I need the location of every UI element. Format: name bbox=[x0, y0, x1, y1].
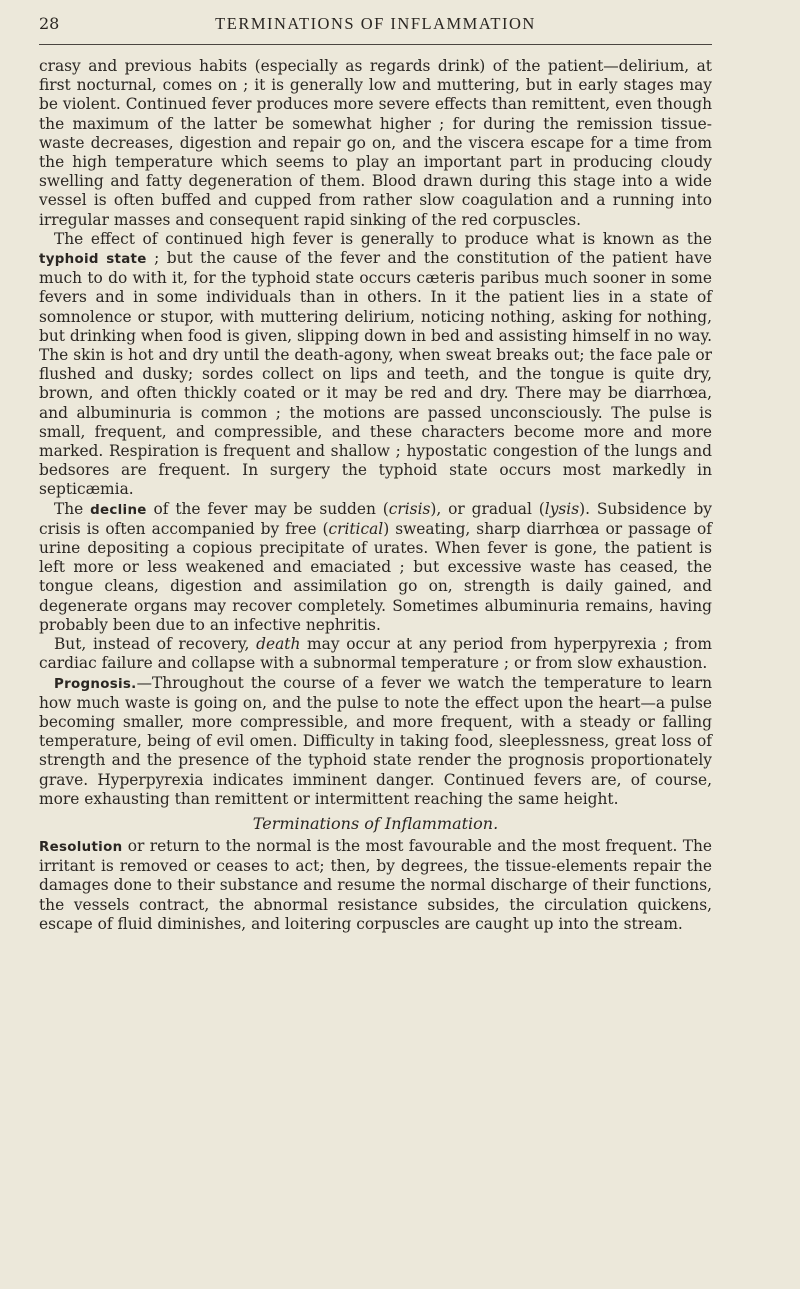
paragraph-text: The effect of continued high fever is generally to produce what is known as the bbox=[54, 229, 712, 248]
paragraph-text: ) sweating, sharp diarrhœa or passage of urine depositing a copious precipitate of urates. When fever is gone, the patient is left more or less weakened and emaciated ; but excessive waste has ceased, the tongue cleans, digestion and assimilation go on, strength is daily gained, and degenerate organs may recover completely. Sometimes albuminuria remains, having probably been due to an infective nephritis. bbox=[39, 519, 712, 634]
term-decline: decline bbox=[90, 502, 147, 518]
paragraph-text: The bbox=[54, 499, 91, 518]
paragraph-resolution bbox=[39, 837, 712, 934]
page-number: 28 bbox=[39, 14, 60, 33]
paragraph-text: ). Subsidence by crisis is often accompanied by free ( bbox=[39, 499, 713, 538]
paragraph-text: may occur at any period from hyperpyrexia ; from cardiac failure and collapse with a subnormal temperature ; or from slow exhaustion. bbox=[39, 635, 713, 673]
paragraph-text: of the fever may be sudden ( bbox=[146, 499, 389, 518]
term-crisis: crisis bbox=[388, 499, 431, 518]
running-head bbox=[39, 14, 712, 45]
paragraph-text: —Throughout the course of a fever we watch the temperature to learn how much waste is going on, and the pulse to note the effect upon the heart—a pulse becoming smaller, more compressible, and more frequent, with a steady or falling temperature, being of evil omen. Difficulty in taking food, sleeplessness, great loss of strength and the presence of the typhoid state render the prognosis proportionately grave. Hyperpyrexia indicates imminent danger. Continued fevers are, of course, more exhausting than remittent or intermittent reaching the same height. bbox=[39, 673, 712, 808]
term-resolution: Resolution bbox=[39, 839, 123, 855]
paragraph-text: or return to the normal is the most favourable and the most frequent. The irritant is removed or ceases to act; then, by degrees, the tissue-elements repair the damages done to their substance and resume the normal discharge of their functions, the vessels contract, the abnormal resistance subsides, the circulation quickens, escape of fluid diminishes, and loitering corpuscles are caught up into the stream. bbox=[39, 836, 712, 933]
paragraph-text: crasy and previous habits (especially as regards drink) of the patient—delirium, at first nocturnal, comes on ; it is generally low and muttering, but in early stages may be violent. Continued fever produces more severe effects than remittent, even though the maximum of the latter be somewhat higher ; for during the remission tissue-waste decreases, digestion and repair go on, and the viscera escape for a time from the high temperature which seems to play an important part in producing cloudy swelling and fatty degeneration of them. Blood drawn during this stage into a wide vessel is often buffed and cupped from rather slow coagulation and a running into irregular masses and consequent rapid sinking of the red corpuscles. bbox=[39, 57, 712, 229]
term-critical: critical bbox=[328, 519, 384, 538]
term-lysis: lysis bbox=[544, 499, 580, 518]
paragraph-text: ), or gradual ( bbox=[430, 499, 545, 518]
paragraph-typhoid-state bbox=[39, 230, 712, 500]
paragraph-text: ; but the cause of the fever and the constitution of the patient have much to do with it, for the typhoid state occurs cæteris paribus much sooner in some fevers and in some individuals than in others. In it the patient lies in a state of somnolence or stupor, with muttering delirium, noticing nothing, asking for nothing, but drinking when food is given, slipping down in bed and assisting himself in no way. The skin is hot and dry until the death-agony, when sweat breaks out; the face pale or flushed and dusky; sordes collect on lips and teeth, and the tongue is quite dry, brown, and often thickly coated or it may be red and dry. There may be diarrhœa, and albuminuria is common ; the motions are passed unconsciously. The pulse is small, frequent, and compressible, and these characters become more and more marked. Respiration is frequent and shallow ; hypostatic congestion of the lungs and bedsores are frequent. In surgery the typhoid state occurs most markedly in septicæmia. bbox=[39, 249, 712, 499]
running-title: TERMINATIONS OF INFLAMMATION bbox=[215, 14, 536, 33]
body-text bbox=[39, 57, 712, 934]
term-death: death bbox=[256, 635, 301, 654]
term-prognosis: Prognosis. bbox=[54, 676, 137, 692]
paragraph-prognosis bbox=[39, 674, 712, 809]
paragraph-death bbox=[39, 635, 712, 673]
paragraph-text: But, instead of recovery, bbox=[54, 635, 257, 654]
section-heading: Terminations of Inflammation. bbox=[252, 813, 499, 833]
term-typhoid-state: typhoid state bbox=[39, 252, 147, 268]
paragraph-delirium bbox=[39, 57, 712, 230]
paragraph-decline bbox=[39, 500, 712, 635]
